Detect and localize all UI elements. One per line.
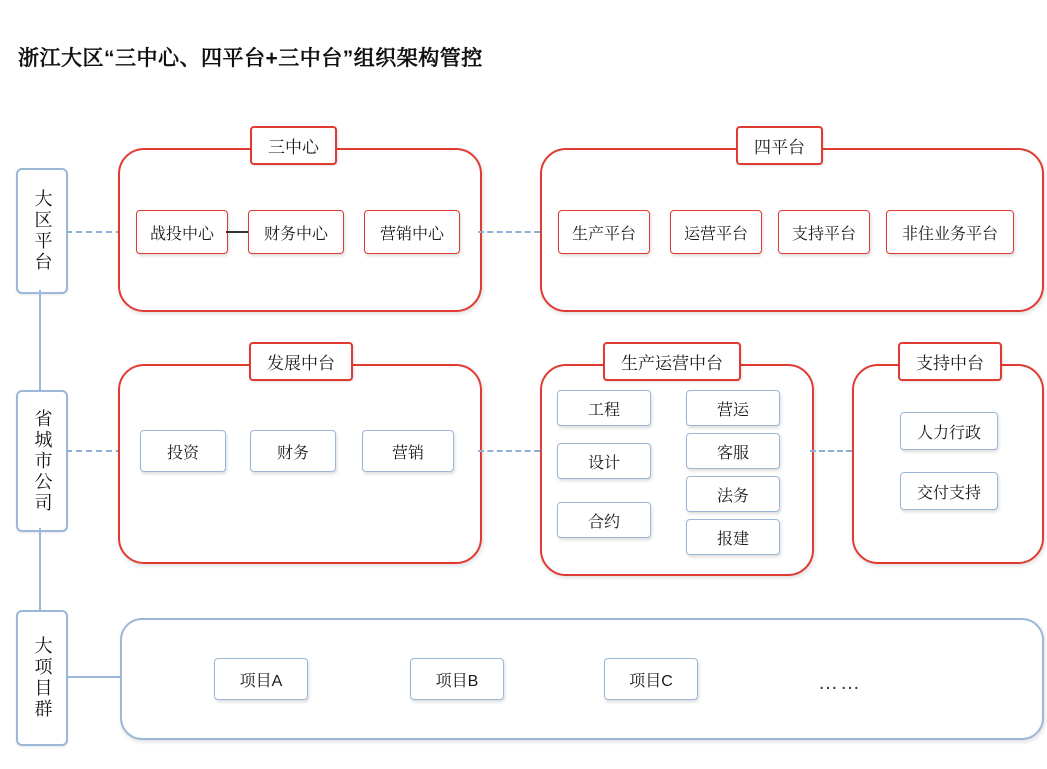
spine-item-province-city-company xyxy=(16,390,68,532)
node-project-a[interactable]: 项目A xyxy=(214,658,308,700)
spine-label-project-cluster: 大项目群 xyxy=(32,636,53,720)
group-support-midend xyxy=(852,364,1044,564)
node-human-resources-admin[interactable]: 人力行政 xyxy=(900,412,998,450)
node-marketing-center[interactable]: 营销中心 xyxy=(364,210,460,254)
page-title: 浙江大区“三中心、四平台+三中台”组织架构管控 xyxy=(18,47,483,70)
node-design[interactable]: 设计 xyxy=(557,443,651,479)
link-development-to-production-operation-midend xyxy=(478,450,540,452)
node-legal[interactable]: 法务 xyxy=(686,476,780,512)
node-project-more: …… xyxy=(818,672,862,694)
group-label-development-midend: 发展中台 xyxy=(249,342,353,381)
node-operations-service[interactable]: 营运 xyxy=(686,390,780,426)
link-three-centers-to-four-platforms xyxy=(478,231,540,233)
node-finance-center[interactable]: 财务中心 xyxy=(248,210,344,254)
link-province-to-development-midend xyxy=(66,450,122,452)
node-project-c[interactable]: 项目C xyxy=(604,658,698,700)
node-investment[interactable]: 投资 xyxy=(140,430,226,472)
node-engineering[interactable]: 工程 xyxy=(557,390,651,426)
group-label-four-platforms: 四平台 xyxy=(736,126,823,165)
node-permit-application[interactable]: 报建 xyxy=(686,519,780,555)
node-finance[interactable]: 财务 xyxy=(250,430,336,472)
node-marketing[interactable]: 营销 xyxy=(362,430,454,472)
group-label-production-operation-midend: 生产运营中台 xyxy=(603,342,741,381)
spine-connector-line-bottom xyxy=(39,528,41,610)
spine-label-province-city-company: 省城市公司 xyxy=(32,408,53,514)
node-contract[interactable]: 合约 xyxy=(557,502,651,538)
link-production-to-support-midend xyxy=(810,450,852,452)
node-strategy-investment-center[interactable]: 战投中心 xyxy=(136,210,228,254)
node-delivery-support[interactable]: 交付支持 xyxy=(900,472,998,510)
node-support-platform[interactable]: 支持平台 xyxy=(778,210,870,254)
group-label-three-centers: 三中心 xyxy=(250,126,337,165)
spine-item-project-cluster xyxy=(16,610,68,746)
link-strategy-to-finance xyxy=(226,231,248,233)
group-label-support-midend: 支持中台 xyxy=(898,342,1002,381)
node-production-platform[interactable]: 生产平台 xyxy=(558,210,650,254)
spine-connector-line-top xyxy=(39,290,41,390)
link-project-cluster-to-group xyxy=(66,676,122,678)
node-operation-platform[interactable]: 运营平台 xyxy=(670,210,762,254)
node-project-b[interactable]: 项目B xyxy=(410,658,504,700)
link-region-to-three-centers xyxy=(66,231,122,233)
node-non-residential-business-platform[interactable]: 非住业务平台 xyxy=(886,210,1014,254)
spine-label-region-platform: 大区平台 xyxy=(32,189,53,273)
node-customer-service[interactable]: 客服 xyxy=(686,433,780,469)
spine-item-region-platform xyxy=(16,168,68,294)
